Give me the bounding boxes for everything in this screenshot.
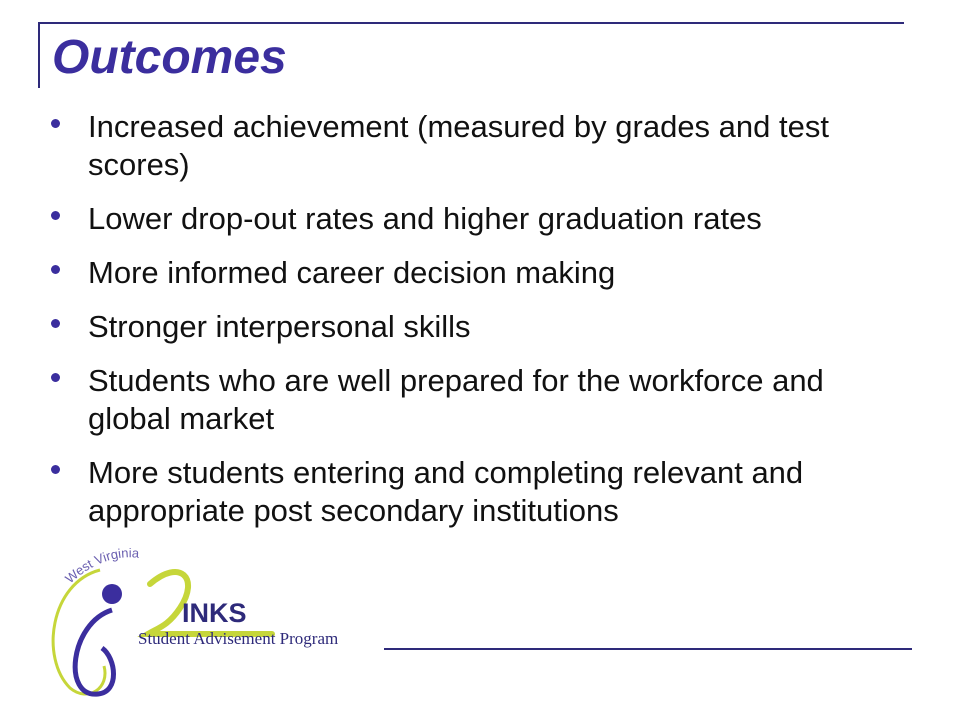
bullet-list <box>50 108 910 546</box>
logo-graphic <box>40 548 390 700</box>
logo-arc-text: West Virginia <box>62 548 140 587</box>
slide-title: Outcomes <box>52 31 287 84</box>
bullet-dot-icon <box>51 373 60 382</box>
bullet-dot-icon <box>51 119 60 128</box>
bullet-dot-icon <box>51 465 60 474</box>
logo-subtitle: Student Advisement Program <box>138 629 339 648</box>
bullet-item <box>50 200 910 238</box>
logo-green-swoosh <box>53 570 105 694</box>
frame-left-line <box>38 22 40 88</box>
bullet-dot-icon <box>51 265 60 274</box>
bullet-text: Increased achievement (measured by grades and test scores) <box>88 109 829 182</box>
bullet-text: More students entering and completing relevant and appropriate post secondary institutions <box>88 455 804 528</box>
bullet-text: Lower drop-out rates and higher graduation rates <box>88 201 762 236</box>
logo-wordmark: INKS <box>182 598 247 628</box>
logo-figure-head <box>102 584 122 604</box>
bullet-item <box>50 308 910 346</box>
bullet-text: Students who are well prepared for the workforce and global market <box>88 363 824 436</box>
bullet-item <box>50 254 910 292</box>
bullet-item <box>50 454 910 530</box>
frame-bottom-line <box>384 648 912 650</box>
bullet-text: Stronger interpersonal skills <box>88 309 471 344</box>
bullet-dot-icon <box>51 319 60 328</box>
bullet-text: More informed career decision making <box>88 255 616 290</box>
frame-top-line <box>38 22 904 24</box>
bullet-dot-icon <box>51 211 60 220</box>
logo-purple-loop <box>75 610 113 694</box>
bullet-item <box>50 108 910 184</box>
bullet-item <box>50 362 910 438</box>
wv-links-logo <box>40 548 390 700</box>
